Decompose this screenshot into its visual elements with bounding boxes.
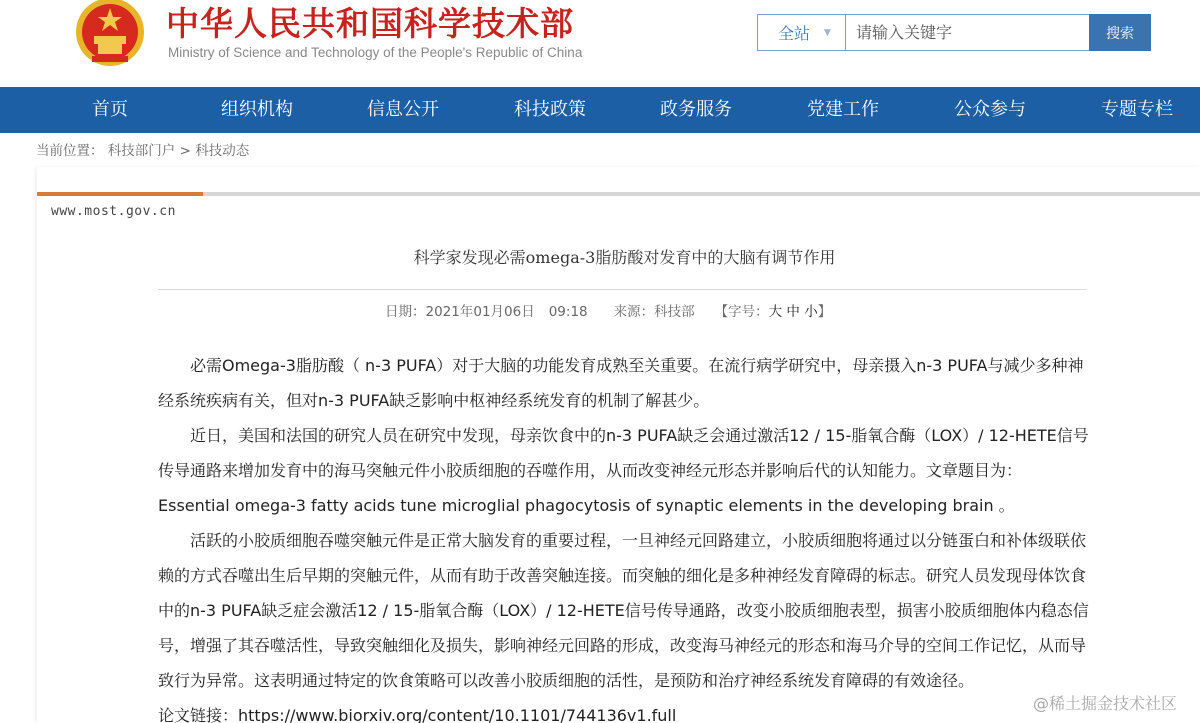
- site-title-cn: 中华人民共和国科学技术部: [166, 4, 574, 43]
- nav-item-services[interactable]: 政务服务: [660, 99, 732, 120]
- article-paragraph: 活跃的小胶质细胞吞噬突触元件是正常大脑发育的重要过程，一旦神经元回路建立，小胶质细胞将通过以分链蛋白和补体级联依赖的方式吞噬出生后早期的突触元件，从而有助于改善突触连接。而突触的细化是多种神经发育障碍的标志。研究人员发现母体饮食中的n-3 PUFA缺乏症会激活12 / 15-脂氧合酶（LOX）/ 12-HETE信号传导通路，改变小胶质细胞表型，损害小胶质细胞体内稳态信号，增强了其吞噬活性，导致突触细化及损失，影响神经元回路的形成，改变海马神经元的形态和海马介导的空间工作记忆，从而导致行为异常。这表明通过特定的饮食策略可以改善小胶质细胞的活性，是预防和治疗神经系统发育障碍的有效途径。: [158, 531, 1089, 690]
- nav-item-policy[interactable]: 科技政策: [514, 99, 586, 120]
- source-label: 来源：: [613, 304, 655, 320]
- search-scope-label: 全站: [778, 24, 811, 43]
- site-header: [0, 0, 1200, 87]
- search-box: [757, 14, 1151, 51]
- article-meta: [385, 303, 831, 321]
- nav-item-info-disclosure[interactable]: 信息公开: [367, 99, 439, 120]
- search-scope-select[interactable]: [757, 14, 845, 51]
- main-nav: [0, 87, 1200, 133]
- nav-item-organization[interactable]: 组织机构: [221, 99, 293, 120]
- article-paragraph: 近日，美国和法国的研究人员在研究中发现，母亲饮食中的n-3 PUFA缺乏会通过激活12 / 15-脂氧合酶（LOX）/ 12-HETE信号传导通路来增加发育中的海马突触元件小胶质细胞的吞噬作用，从而改变神经元形态并影响后代的认知能力。文章题目为：Essential omega-3 fatty acids tune microglial phagocytosis of synaptic elements in the developing brain 。: [158, 426, 1089, 515]
- paper-link-label: 论文链接：: [158, 706, 239, 723]
- font-size-prefix: 【字号：: [714, 304, 769, 320]
- card-accent-bar: [37, 192, 203, 196]
- breadcrumb-link-portal[interactable]: 科技部门户: [107, 143, 176, 159]
- font-size-suffix: 】: [817, 304, 832, 320]
- article-time: 09:18: [548, 304, 588, 320]
- search-button[interactable]: 搜索: [1089, 14, 1151, 51]
- watermark: @稀土掘金技术社区: [1033, 694, 1178, 713]
- paper-link[interactable]: https://www.biorxiv.org/content/10.1101/744136v1.full: [238, 706, 677, 723]
- domain-mark: www.most.gov.cn: [51, 204, 176, 219]
- nav-item-home[interactable]: 首页: [92, 99, 128, 120]
- breadcrumb-link-news[interactable]: 科技动态: [195, 143, 250, 159]
- article-title: 科学家发现必需omega-3脂肪酸对发育中的大脑有调节作用: [413, 248, 836, 267]
- nav-item-public-participation[interactable]: 公众参与: [954, 99, 1026, 120]
- date-label: 日期：: [385, 304, 426, 320]
- national-emblem-icon: [72, 0, 148, 70]
- card-divider: [37, 192, 1200, 196]
- font-size-small[interactable]: 小: [804, 304, 818, 320]
- nav-item-special-topics[interactable]: 专题专栏: [1101, 99, 1173, 120]
- font-size-large[interactable]: 大: [768, 304, 783, 320]
- nav-item-party-building[interactable]: 党建工作: [807, 99, 879, 120]
- article-body: [158, 348, 1090, 723]
- article-source: 科技部: [654, 304, 695, 320]
- title-divider: [158, 289, 1087, 290]
- site-title-en: Ministry of Science and Technology of the People's Republic of China: [168, 45, 583, 60]
- article-paragraph: 必需Omega-3脂肪酸（ n-3 PUFA）对于大脑的功能发育成熟至关重要。在流行病学研究中，母亲摄入n-3 PUFA与减少多种神经系统疾病有关，但对n-3 PUFA缺乏影响中枢神经系统发育的机制了解甚少。: [158, 356, 1084, 410]
- article-date: 2021年01月06日: [425, 304, 535, 320]
- article-card: [37, 167, 1200, 723]
- breadcrumb-separator: >: [179, 143, 191, 159]
- paper-link-line: [158, 698, 1090, 723]
- breadcrumb-prefix: 当前位置：: [36, 143, 104, 159]
- search-input[interactable]: [845, 14, 1089, 51]
- breadcrumb: [36, 142, 249, 160]
- font-size-medium[interactable]: 中: [786, 304, 800, 320]
- chevron-down-icon: ▼: [824, 28, 831, 38]
